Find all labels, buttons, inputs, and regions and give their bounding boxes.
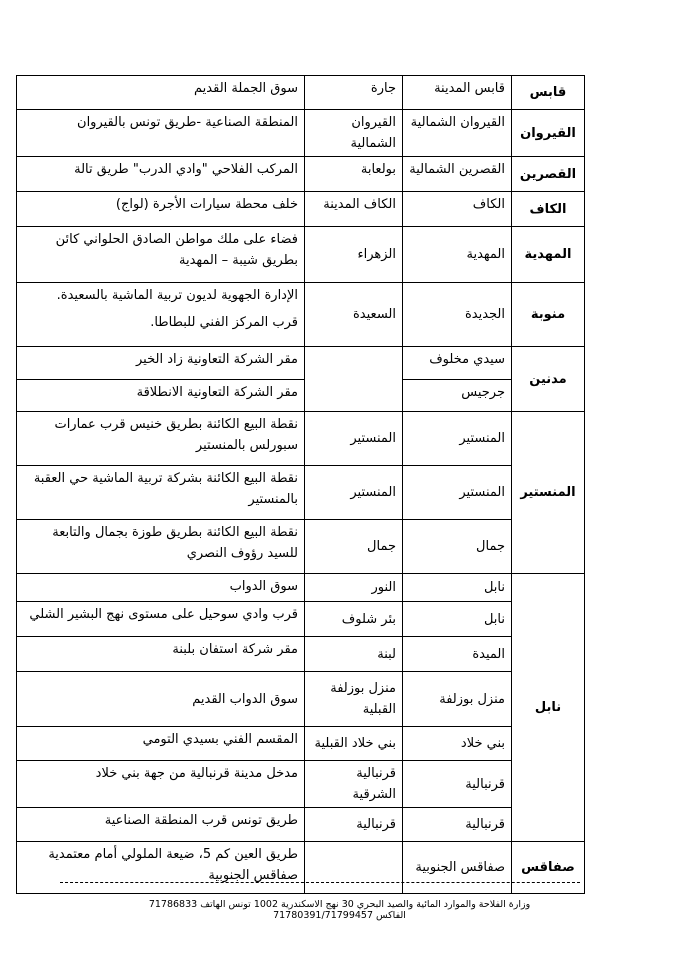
delegation-cell: المهدية bbox=[403, 227, 512, 283]
table-row bbox=[17, 672, 585, 727]
location-cell bbox=[17, 466, 305, 520]
location-cell bbox=[17, 76, 305, 110]
governorate-cell: الكاف bbox=[512, 192, 585, 227]
governorate-cell: المنستير bbox=[512, 412, 585, 574]
delegation-cell: جرجيس bbox=[403, 380, 512, 412]
governorate-cell: المهدية bbox=[512, 227, 585, 283]
governorate-cell: مدنين bbox=[512, 347, 585, 412]
location-cell bbox=[17, 761, 305, 808]
location-text: سوق الجملة القديم bbox=[194, 81, 298, 96]
location-text: مقر الشركة التعاونية الانطلاقة bbox=[136, 385, 298, 400]
location-cell bbox=[17, 347, 305, 380]
delegation-cell: منزل بوزلفة bbox=[403, 672, 512, 727]
place-cell: المنستير bbox=[305, 466, 403, 520]
table-row bbox=[17, 808, 585, 842]
location-cell bbox=[17, 602, 305, 637]
location-text: نقطة البيع الكائنة بشركة تربية الماشية حي العقبة بالمنستير bbox=[33, 471, 298, 507]
location-cell bbox=[17, 842, 305, 894]
delegation-cell: الجديدة bbox=[403, 283, 512, 347]
delegation-cell: جمال bbox=[403, 520, 512, 574]
location-cell bbox=[17, 637, 305, 672]
location-cell bbox=[17, 227, 305, 283]
delegation-cell: قابس المدينة bbox=[403, 76, 512, 110]
location-text: المركب الفلاحي "وادي الدرب" طريق تالة bbox=[74, 162, 298, 177]
location-text: الإدارة الجهوية لديون تربية الماشية بالسعيدة. bbox=[56, 288, 298, 303]
place-cell: جارة bbox=[305, 76, 403, 110]
table-row bbox=[17, 761, 585, 808]
table-row bbox=[17, 842, 585, 894]
place-cell: النور bbox=[305, 574, 403, 602]
location-text: طريق تونس قرب المنطقة الصناعية bbox=[104, 813, 298, 828]
place-cell: الزهراء bbox=[305, 227, 403, 283]
place-cell bbox=[305, 347, 403, 412]
governorate-cell: قابس bbox=[512, 76, 585, 110]
footer-fax: الفاكس 71780391/71799457 bbox=[273, 910, 406, 921]
location-cell bbox=[17, 412, 305, 466]
place-cell: بولعابة bbox=[305, 157, 403, 192]
location-cell bbox=[17, 192, 305, 227]
table-row bbox=[17, 283, 585, 347]
location-text: مدخل مدينة قرنبالية من جهة بني خلاد bbox=[95, 766, 298, 781]
place-cell: قرنبالية الشرقية bbox=[305, 761, 403, 808]
location-cell bbox=[17, 672, 305, 727]
place-cell: القيروان الشمالية bbox=[305, 110, 403, 157]
location-text: مقر شركة استفان بلبنة bbox=[172, 642, 298, 657]
location-text: نقطة البيع الكائنة بطريق خنيس قرب عمارات سبورلس بالمنستير bbox=[54, 417, 298, 453]
delegation-cell: نابل bbox=[403, 574, 512, 602]
table-row bbox=[17, 110, 585, 157]
location-cell bbox=[17, 380, 305, 412]
table-row bbox=[17, 637, 585, 672]
location-text: خلف محطة سيارات الأجرة (لواج) bbox=[115, 197, 298, 212]
location-cell bbox=[17, 574, 305, 602]
place-cell: جمال bbox=[305, 520, 403, 574]
table-row bbox=[17, 727, 585, 761]
table-row bbox=[17, 347, 585, 380]
place-cell: بئر شلوف bbox=[305, 602, 403, 637]
delegation-cell: سيدي مخلوف bbox=[403, 347, 512, 380]
table-row bbox=[17, 412, 585, 466]
location-text: المقسم الفني بسيدي التومي bbox=[142, 732, 298, 747]
table-row bbox=[17, 574, 585, 602]
table-row bbox=[17, 602, 585, 637]
location-text: فضاء على ملك مواطن الصادق الحلواني كائن بطريق شيبة – المهدية bbox=[55, 232, 298, 268]
location-text: نقطة البيع الكائنة بطريق طوزة بجمال والتابعة للسيد رؤوف النصري bbox=[52, 525, 298, 561]
table-row bbox=[17, 466, 585, 520]
delegation-cell: المنستير bbox=[403, 466, 512, 520]
delegation-cell: القيروان الشمالية bbox=[403, 110, 512, 157]
location-text: مقر الشركة التعاونية زاد الخير bbox=[136, 352, 298, 367]
location-text: سوق الدواب bbox=[229, 579, 298, 594]
delegation-cell: نابل bbox=[403, 602, 512, 637]
table-row bbox=[17, 520, 585, 574]
location-text: قرب المركز الفني للبطاطا. bbox=[150, 315, 298, 330]
footer-divider bbox=[60, 882, 580, 883]
location-text: قرب وادي سوحيل على مستوى نهج البشير الشلي bbox=[29, 607, 298, 622]
location-cell bbox=[17, 727, 305, 761]
place-cell: السعيدة bbox=[305, 283, 403, 347]
place-cell bbox=[305, 842, 403, 894]
delegation-cell: الكاف bbox=[403, 192, 512, 227]
governorate-cell: نابل bbox=[512, 574, 585, 842]
location-text: طريق العين كم 5، ضيعة الملولي أمام معتمدية صفاقس الجنوبية bbox=[48, 847, 298, 883]
delegation-cell: بني خلاد bbox=[403, 727, 512, 761]
delegation-cell: صفاقس الجنوبية bbox=[403, 842, 512, 894]
location-cell bbox=[17, 157, 305, 192]
delegation-cell: قرنبالية bbox=[403, 808, 512, 842]
place-cell: قرنبالية bbox=[305, 808, 403, 842]
table-row bbox=[17, 76, 585, 110]
governorate-cell: القصرين bbox=[512, 157, 585, 192]
location-cell bbox=[17, 808, 305, 842]
table-row bbox=[17, 227, 585, 283]
place-cell: بني خلاد القبلية bbox=[305, 727, 403, 761]
delegation-cell: المنستير bbox=[403, 412, 512, 466]
place-cell: منزل بوزلفة القبلية bbox=[305, 672, 403, 727]
place-cell: الكاف المدينة bbox=[305, 192, 403, 227]
location-cell bbox=[17, 520, 305, 574]
place-cell: المنستير bbox=[305, 412, 403, 466]
governorate-cell: منوبة bbox=[512, 283, 585, 347]
governorate-cell: القيروان bbox=[512, 110, 585, 157]
location-cell bbox=[17, 110, 305, 157]
governorate-cell: صفاقس bbox=[512, 842, 585, 894]
delegation-cell: القصرين الشمالية bbox=[403, 157, 512, 192]
table-row bbox=[17, 192, 585, 227]
location-text: المنطقة الصناعية -طريق تونس بالقيروان bbox=[77, 115, 298, 130]
table-row bbox=[17, 380, 585, 412]
place-cell: لبنة bbox=[305, 637, 403, 672]
delegation-cell: قرنبالية bbox=[403, 761, 512, 808]
location-cell bbox=[17, 283, 305, 347]
points-of-sale-table bbox=[16, 75, 585, 894]
table-row bbox=[17, 157, 585, 192]
footer-address: وزارة الفلاحة والموارد المائية والصيد البحري 30 نهج الاسكندرية 1002 تونس الهاتف 71786833 bbox=[148, 899, 531, 910]
location-text: سوق الدواب القديم bbox=[192, 691, 298, 707]
delegation-cell: الميدة bbox=[403, 637, 512, 672]
